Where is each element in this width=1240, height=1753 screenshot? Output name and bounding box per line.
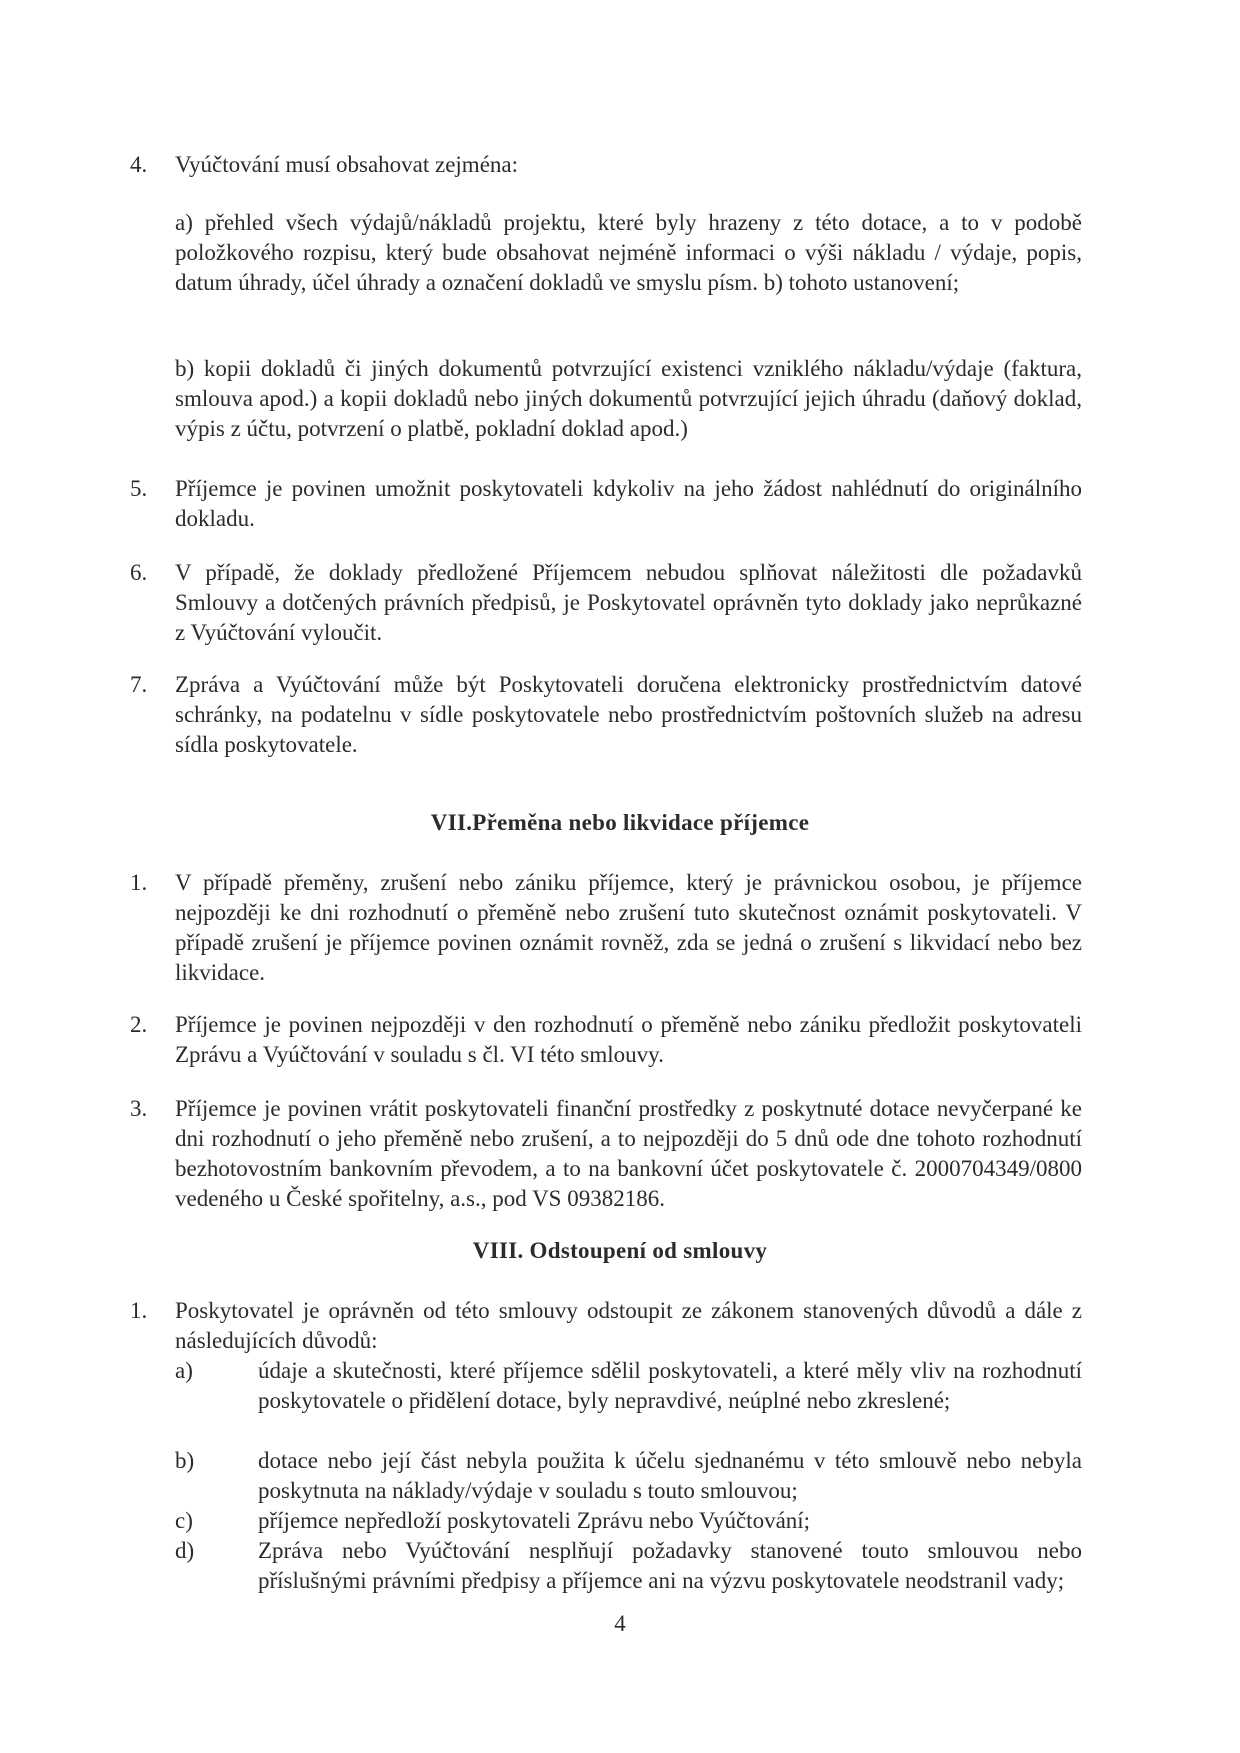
item-number: 4. <box>130 152 148 177</box>
paragraph-4a: a) přehled všech výdajů/nákladů projektu, které byly hrazeny z této dotace, a to v podobě položkového rozpisu, který bude obsahovat nejméně informaci o výši nákladu / výdaje, popis, datum úhrady, účel úhrady a označení dokladů ve smyslu písm. b) tohoto ustanovení; <box>175 210 1082 295</box>
item-number: 3. <box>130 1096 148 1121</box>
sub-item-label: d) <box>175 1538 195 1563</box>
item-text: Zpráva a Vyúčtování může být Poskytovateli doručena elektronicky prostřednictvím datové schránky, na podatelnu v sídle poskytovatele nebo prostřednictvím poštovních služeb na adresu sídla poskytovatele. <box>175 672 1082 757</box>
paragraph-4b: b) kopii dokladů či jiných dokumentů potvrzující existenci vzniklého nákladu/výdaje (faktura, smlouva apod.) a kopii dokladů nebo jiných dokumentů potvrzující jejich úhradu (daňový doklad, výpis z účtu, potvrzení o platbě, pokladní doklad apod.) <box>175 356 1082 441</box>
item-text: Příjemce je povinen umožnit poskytovateli kdykoliv na jeho žádost nahlédnutí do originálního dokladu. <box>175 476 1082 531</box>
page-number: 4 <box>614 1611 626 1636</box>
item-number: 7. <box>130 672 148 697</box>
item-number: 1. <box>130 1298 148 1323</box>
sub-item-text: příjemce nepředloží poskytovateli Zprávu nebo Vyúčtování; <box>258 1508 811 1533</box>
item-number: 2. <box>130 1012 148 1037</box>
sub-item-label: a) <box>175 1358 193 1383</box>
sub-item-text: dotace nebo její část nebyla použita k účelu sjednanému v této smlouvě nebo nebyla poskytnuta na náklady/výdaje v souladu s touto smlouvou; <box>258 1448 1082 1503</box>
item-text: Příjemce je povinen nejpozději v den rozhodnutí o přeměně nebo zániku předložit poskytovateli Zprávu a Vyúčtování v souladu s čl. VI této smlouvy. <box>175 1012 1082 1067</box>
section-heading-viii: VIII. Odstoupení od smlouvy <box>472 1238 768 1263</box>
section-heading-vii: VII.Přeměna nebo likvidace příjemce <box>430 810 810 835</box>
item-text: Příjemce je povinen vrátit poskytovateli finanční prostředky z poskytnuté dotace nevyčerpané ke dni rozhodnutí o jeho přeměně nebo zrušení, a to nejpozději do 5 dnů ode dne tohoto rozhodnutí bezhotovostním bankovním převodem, a to na bankovní účet poskytovatele č. 2000704349/0800 vedeného u České spořitelny, a.s., pod VS 09382186. <box>175 1096 1082 1211</box>
item-number: 5. <box>130 476 148 501</box>
sub-item-text: Zpráva nebo Vyúčtování nesplňují požadavky stanovené touto smlouvou nebo příslušnými právními předpisy a příjemce ani na výzvu poskytovatele neodstranil vady; <box>258 1538 1082 1593</box>
item-text: Poskytovatel je oprávněn od této smlouvy odstoupit ze zákonem stanovených důvodů a dále z následujících důvodů: <box>175 1298 1082 1353</box>
item-text: V případě přeměny, zrušení nebo zániku příjemce, který je právnickou osobou, je příjemce nejpozději ke dni rozhodnutí o přeměně nebo zrušení tuto skutečnost oznámit poskytovateli. V případě zrušení je příjemce povinen oznámit rovněž, zda se jedná o zrušení s likvidací nebo bez likvidace. <box>175 870 1082 985</box>
sub-item-text: údaje a skutečnosti, které příjemce sdělil poskytovateli, a které měly vliv na rozhodnutí poskytovatele o přidělení dotace, byly nepravdivé, neúplné nebo zkreslené; <box>258 1358 1082 1413</box>
item-number: 6. <box>130 560 148 585</box>
item-number: 1. <box>130 870 148 895</box>
sub-item-label: b) <box>175 1448 195 1473</box>
sub-item-label: c) <box>175 1508 193 1533</box>
item-text: Vyúčtování musí obsahovat zejména: <box>175 152 519 177</box>
item-text: V případě, že doklady předložené Příjemcem nebudou splňovat náležitosti dle požadavků Smlouvy a dotčených právních předpisů, je Poskytovatel oprávněn tyto doklady jako neprůkazné z Vyúčtování vyloučit. <box>175 560 1082 645</box>
